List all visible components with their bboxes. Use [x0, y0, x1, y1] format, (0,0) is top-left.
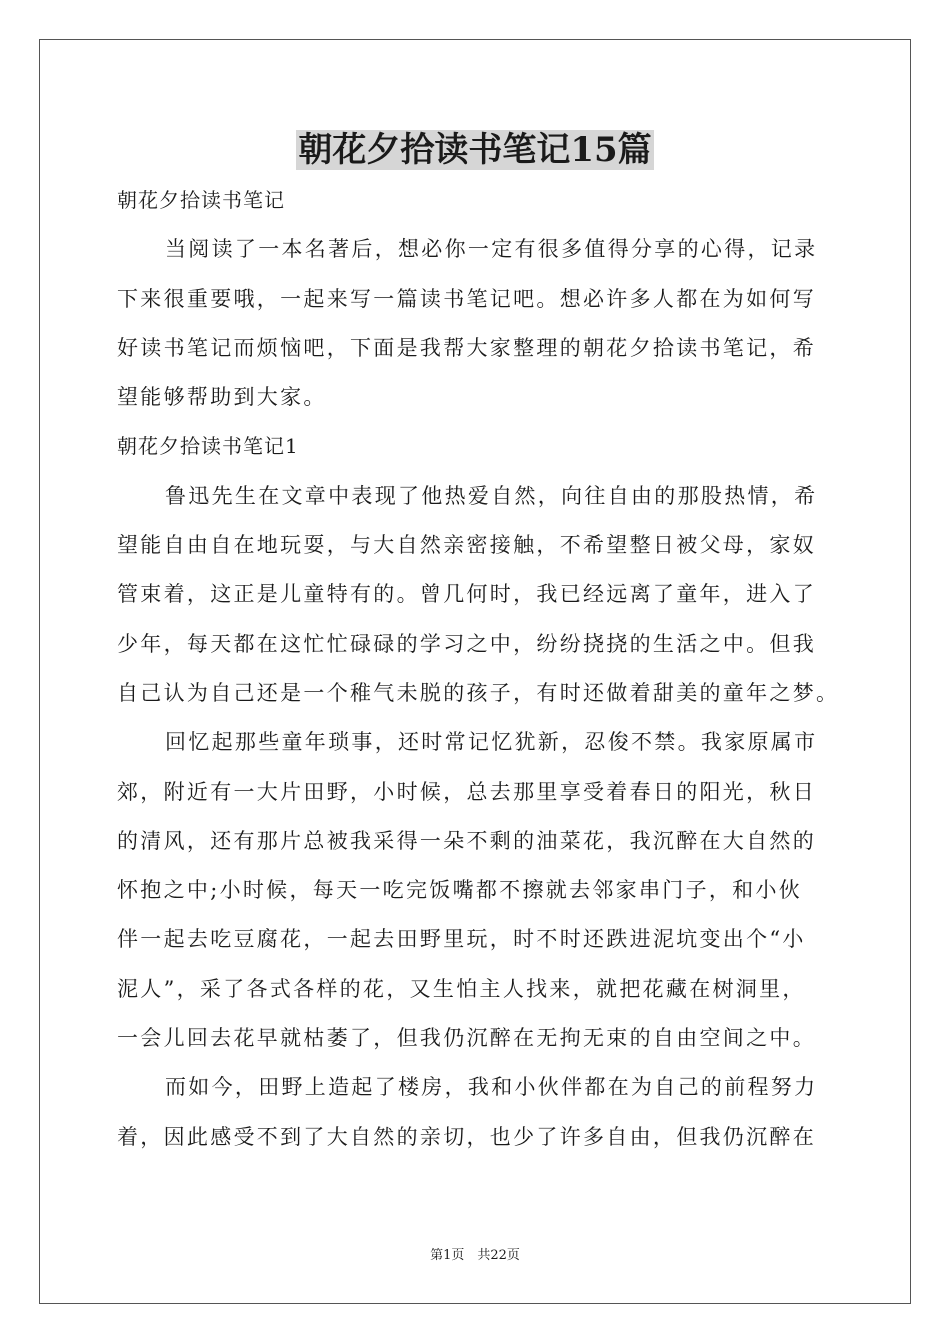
paragraph-line: 而如今，田野上造起了楼房，我和小伙伴都在为自己的前程努力 — [165, 1075, 818, 1100]
page-footer: 第1页 共22页 — [430, 1248, 520, 1263]
paragraph-line: 望能够帮助到大家。 — [117, 385, 327, 410]
paragraph-line: 自己认为自己还是一个稚气未脱的孩子，有时还做着甜美的童年之梦。 — [117, 680, 840, 705]
paragraph-line: 郊，附近有一大片田野，小时候，总去那里享受着春日的阳光，秋日 — [117, 779, 816, 804]
paragraph-line: 鲁迅先生在文章中表现了他热爱自然，向往自由的那股热情，希 — [165, 483, 818, 508]
paragraph-line: 少年，每天都在这忙忙碌碌的学习之中，纷纷挠挠的生活之中。但我 — [117, 631, 816, 656]
paragraph-line: 当阅读了一本名著后，想必你一定有很多值得分享的心得，记录 — [165, 237, 818, 262]
paragraph-line: 着，因此感受不到了大自然的亲切，也少了许多自由，但我仍沉醉在 — [117, 1124, 816, 1149]
paragraph-line: 回忆起那些童年琐事，还时常记忆犹新，忍俊不禁。我家原属市 — [165, 730, 818, 755]
paragraph-line: 管束着，这正是儿童特有的。曾几何时，我已经远离了童年，进入了 — [117, 582, 816, 607]
paragraph-line: 泥人”，采了各式各样的花，又生怕主人找来，就把花藏在树洞里， — [117, 976, 806, 1001]
paragraph-line: 下来很重要哦，一起来写一篇读书笔记吧。想必许多人都在为如何写 — [117, 286, 816, 311]
paragraph-1 — [117, 472, 840, 718]
document-title-text: 朝花夕拾读书笔记15篇 — [298, 130, 652, 170]
paragraph-3 — [117, 1063, 837, 1162]
document-body — [117, 176, 840, 1162]
intro-paragraph — [117, 225, 837, 422]
intro-heading: 朝花夕拾读书笔记 — [117, 188, 285, 212]
paragraph-line: 好读书笔记而烦恼吧，下面是我帮大家整理的朝花夕拾读书笔记，希 — [117, 335, 816, 360]
paragraph-line: 望能自由自在地玩耍，与大自然亲密接触，不希望整日被父母，家奴 — [117, 533, 816, 558]
document-title — [0, 128, 950, 172]
paragraph-line: 怀抱之中;小时候，每天一吃完饭嘴都不擦就去邻家串门子，和小伙 — [117, 878, 803, 903]
paragraph-line: 伴一起去吃豆腐花，一起去田野里玩，时不时还跌进泥坑变出个“小 — [117, 927, 806, 952]
paragraph-line: 一会儿回去花早就枯萎了，但我仍沉醉在无拘无束的自由空间之中。 — [117, 1026, 816, 1051]
section-heading: 朝花夕拾读书笔记1 — [117, 434, 299, 459]
paragraph-2 — [117, 718, 837, 1063]
paragraph-line: 的清风，还有那片总被我采得一朵不剩的油菜花，我沉醉在大自然的 — [117, 828, 816, 853]
